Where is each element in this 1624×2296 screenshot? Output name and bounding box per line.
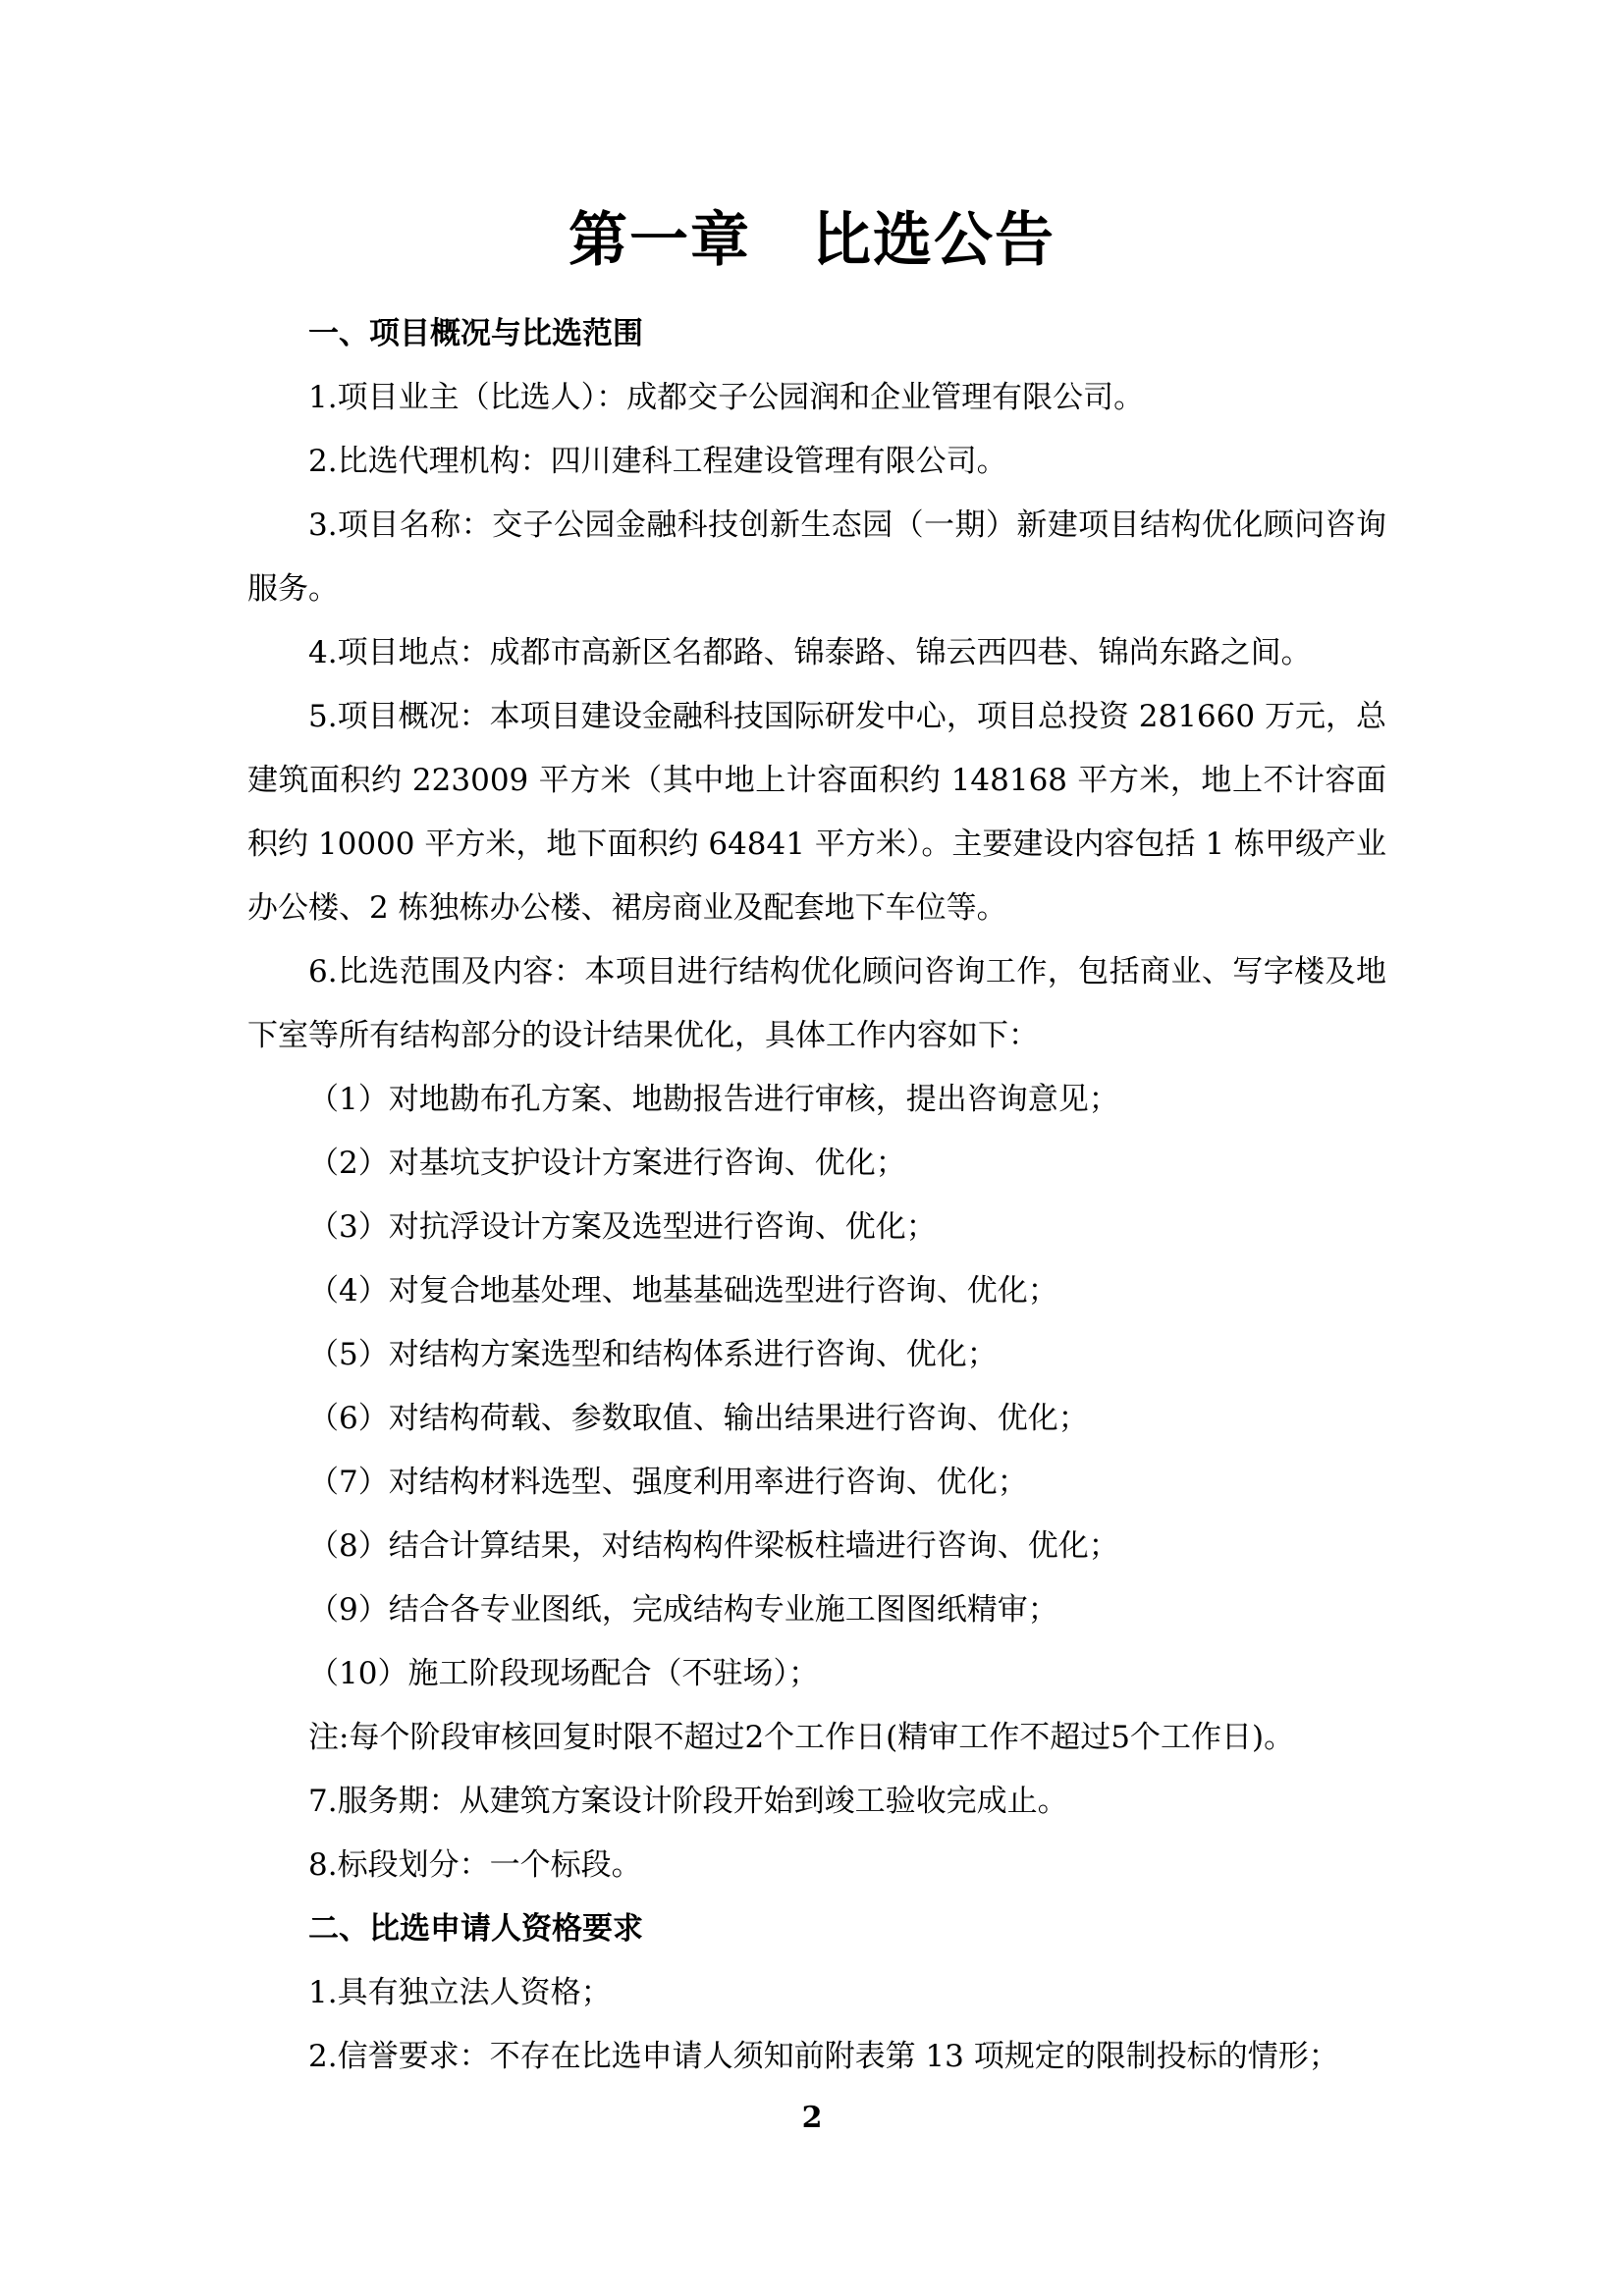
project-location: 4.项目地点：成都市高新区名都路、锦泰路、锦云西四巷、锦尚东路之间。 — [308, 635, 1312, 670]
agency: 2.比选代理机构：四川建科工程建设管理有限公司。 — [308, 444, 1007, 479]
work-item: （2）对基坑支护设计方案进行咨询、优化； — [308, 1146, 906, 1181]
selection-scope: 6.比选范围及内容：本项目进行结构优化顾问咨询工作，包括商业、写字楼及地下室等所有结构部分的设计结果优化，具体工作内容如下： — [247, 954, 1386, 1053]
qualification-item: 1.具有独立法人资格； — [308, 1975, 612, 2010]
work-item: （3）对抗浮设计方案及选型进行咨询、优化； — [308, 1209, 937, 1245]
work-item: （5）对结构方案选型和结构体系进行咨询、优化； — [308, 1337, 998, 1372]
work-item: （6）对结构荷载、参数取值、输出结果进行咨询、优化； — [308, 1401, 1089, 1436]
project-name: 3.项目名称：交子公园金融科技创新生态园（一期）新建项目结构优化顾问咨询服务。 — [247, 507, 1386, 607]
document-body — [247, 302, 1386, 2089]
lot-division: 8.标段划分：一个标段。 — [308, 1847, 642, 1883]
work-item: （7）对结构材料选型、强度利用率进行咨询、优化； — [308, 1465, 1028, 1500]
work-item: （8）结合计算结果，对结构构件梁板柱墙进行咨询、优化； — [308, 1528, 1119, 1564]
work-item: （1）对地勘布孔方案、地勘报告进行审核，提出咨询意见； — [308, 1082, 1119, 1117]
section-heading-project-overview: 一、项目概况与比选范围 — [308, 316, 643, 351]
section-heading-qualification: 二、比选申请人资格要求 — [308, 1911, 643, 1947]
service-period: 7.服务期：从建筑方案设计阶段开始到竣工验收完成止。 — [308, 1784, 1068, 1819]
page-number: 2 — [801, 2101, 823, 2135]
chapter-title: 第一章 比选公告 — [568, 206, 1056, 275]
work-item: （4）对复合地基处理、地基基础选型进行咨询、优化； — [308, 1273, 1058, 1308]
work-item: （10）施工阶段现场配合（不驻场）； — [308, 1656, 819, 1691]
project-summary: 5.项目概况：本项目建设金融科技国际研发中心，项目总投资 281660 万元，总建筑面积约 223009 平方米（其中地上计容面积约 148168 平方米，地上不计容面积约 10000 平方米，地下面积约 64841 平方米）。主要建设内容包括 1 栋甲级产业办公楼、2 栋独栋办公楼、裙房商业及配套地下车位等。 — [247, 699, 1386, 926]
qualification-item: 2.信誉要求：不存在比选申请人须知前附表第 13 项规定的限制投标的情形； — [308, 2039, 1339, 2074]
project-owner: 1.项目业主（比选人）：成都交子公园润和企业管理有限公司。 — [308, 380, 1145, 415]
work-item: （9）结合各专业图纸，完成结构专业施工图图纸精审； — [308, 1592, 1058, 1628]
review-note: 注:每个阶段审核回复时限不超过2个工作日(精审工作不超过5个工作日)。 — [308, 1720, 1295, 1755]
